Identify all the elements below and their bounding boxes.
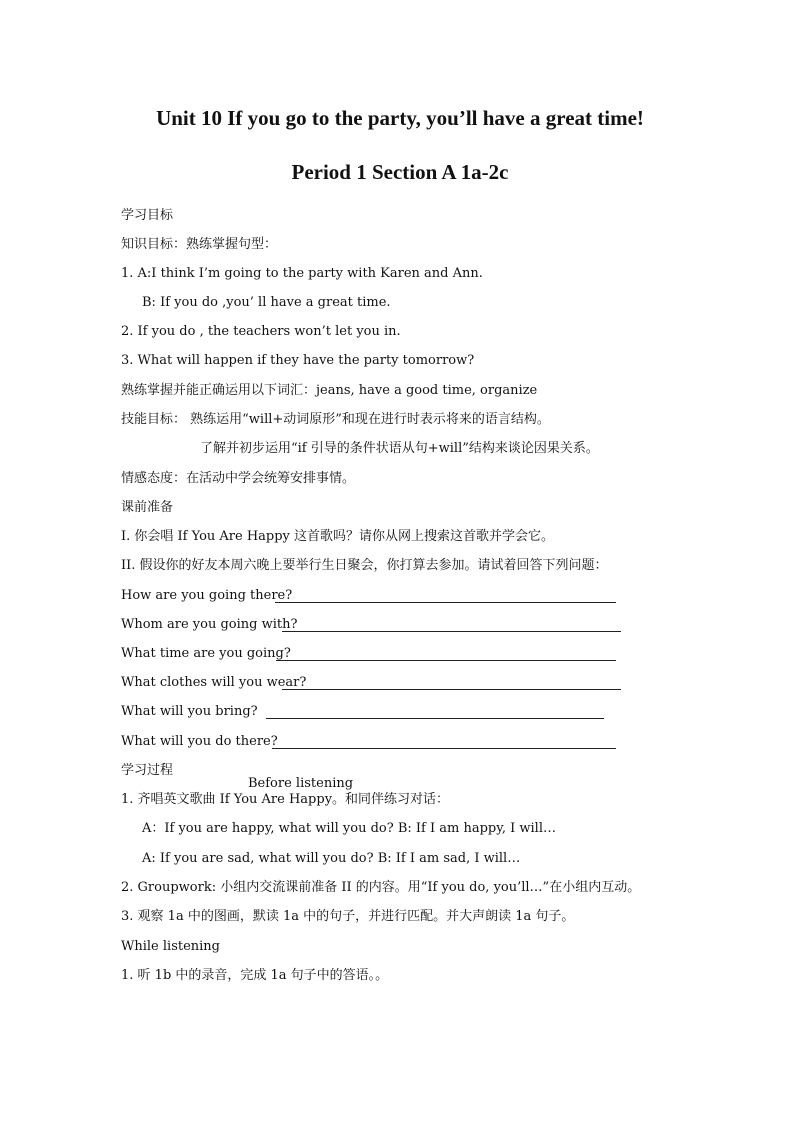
question-row [121,618,641,638]
listening-step-1: 1. 听 1b 中的录音，完成 1a 句子中的答语。。 [121,968,389,983]
answer-blank[interactable] [272,748,616,749]
dialog-line-2: A: If you are sad, what will you do? B: If I am sad, I will… [142,851,521,866]
question-label: What will you bring? [121,704,258,719]
preparation-item-2: II. 假设你的好友本周六晚上要举行生日聚会，你打算去参加。请试着回答下列问题： [121,558,608,573]
question-row [121,647,641,667]
question-label: Whom are you going with? [121,617,298,632]
preparation-item-1: I. 你会唱 If You Are Happy 这首歌吗？请你从网上搜索这首歌并学会它。 [121,529,555,544]
skill-objective-1: 技能目标： 熟练运用“will+动词原形”和现在进行时表示将来的语言结构。 [121,412,550,427]
sentence-pattern-1: 1. A:I think I’m going to the party with Karen and Ann. [121,266,483,281]
sentence-pattern-1b: B: If you do ,you’ ll have a great time. [142,295,391,310]
process-step-2: 2. Groupwork: 小组内交流课前准备 II 的内容。用“If you do, you’ll…”在小组内互动。 [121,880,641,895]
page-title: Unit 10 If you go to the party, you’ll have a great time! [156,106,644,130]
preparation-heading: 课前准备 [121,500,174,515]
sentence-pattern-2: 2. If you do , the teachers won’t let you in. [121,324,401,339]
emotion-objective: 情感态度：在活动中学会统筹安排事情。 [121,471,356,486]
answer-blank[interactable] [282,631,621,632]
question-label: How are you going there? [121,588,293,603]
answer-blank[interactable] [275,602,616,603]
knowledge-objective-label: 知识目标：熟练掌握句型： [121,237,278,252]
answer-blank[interactable] [266,718,604,719]
while-listening-heading: While listening [121,939,221,954]
question-row [121,676,641,696]
dialog-line-1: A：If you are happy, what will you do? B: If I am happy, I will… [142,821,556,836]
skill-objective-2: 了解并初步运用“if 引导的条件状语从句+will”结构来谈论因果关系。 [200,441,599,456]
process-heading: 学习过程 [121,763,174,778]
question-row [121,705,641,725]
before-listening-label: Before listening [248,776,354,791]
process-step-3: 3. 观察 1a 中的图画，默读 1a 中的句子，并进行匹配。并大声朗读 1a 句子。 [121,909,575,924]
process-step-1: 1. 齐唱英文歌曲 If You Are Happy。和同伴练习对话： [121,792,450,807]
objectives-heading: 学习目标 [121,208,174,223]
answer-blank[interactable] [282,689,621,690]
page-subtitle: Period 1 Section A 1a-2c [291,160,509,184]
question-row [121,589,641,609]
question-label: What clothes will you wear? [121,675,307,690]
vocabulary-objective: 熟练掌握并能正确运用以下词汇：jeans, have a good time, organize [121,383,538,398]
question-label: What will you do there? [121,734,278,749]
answer-blank[interactable] [276,660,616,661]
question-row [121,735,641,755]
sentence-pattern-3: 3. What will happen if they have the party tomorrow? [121,353,475,368]
question-label: What time are you going? [121,646,291,661]
